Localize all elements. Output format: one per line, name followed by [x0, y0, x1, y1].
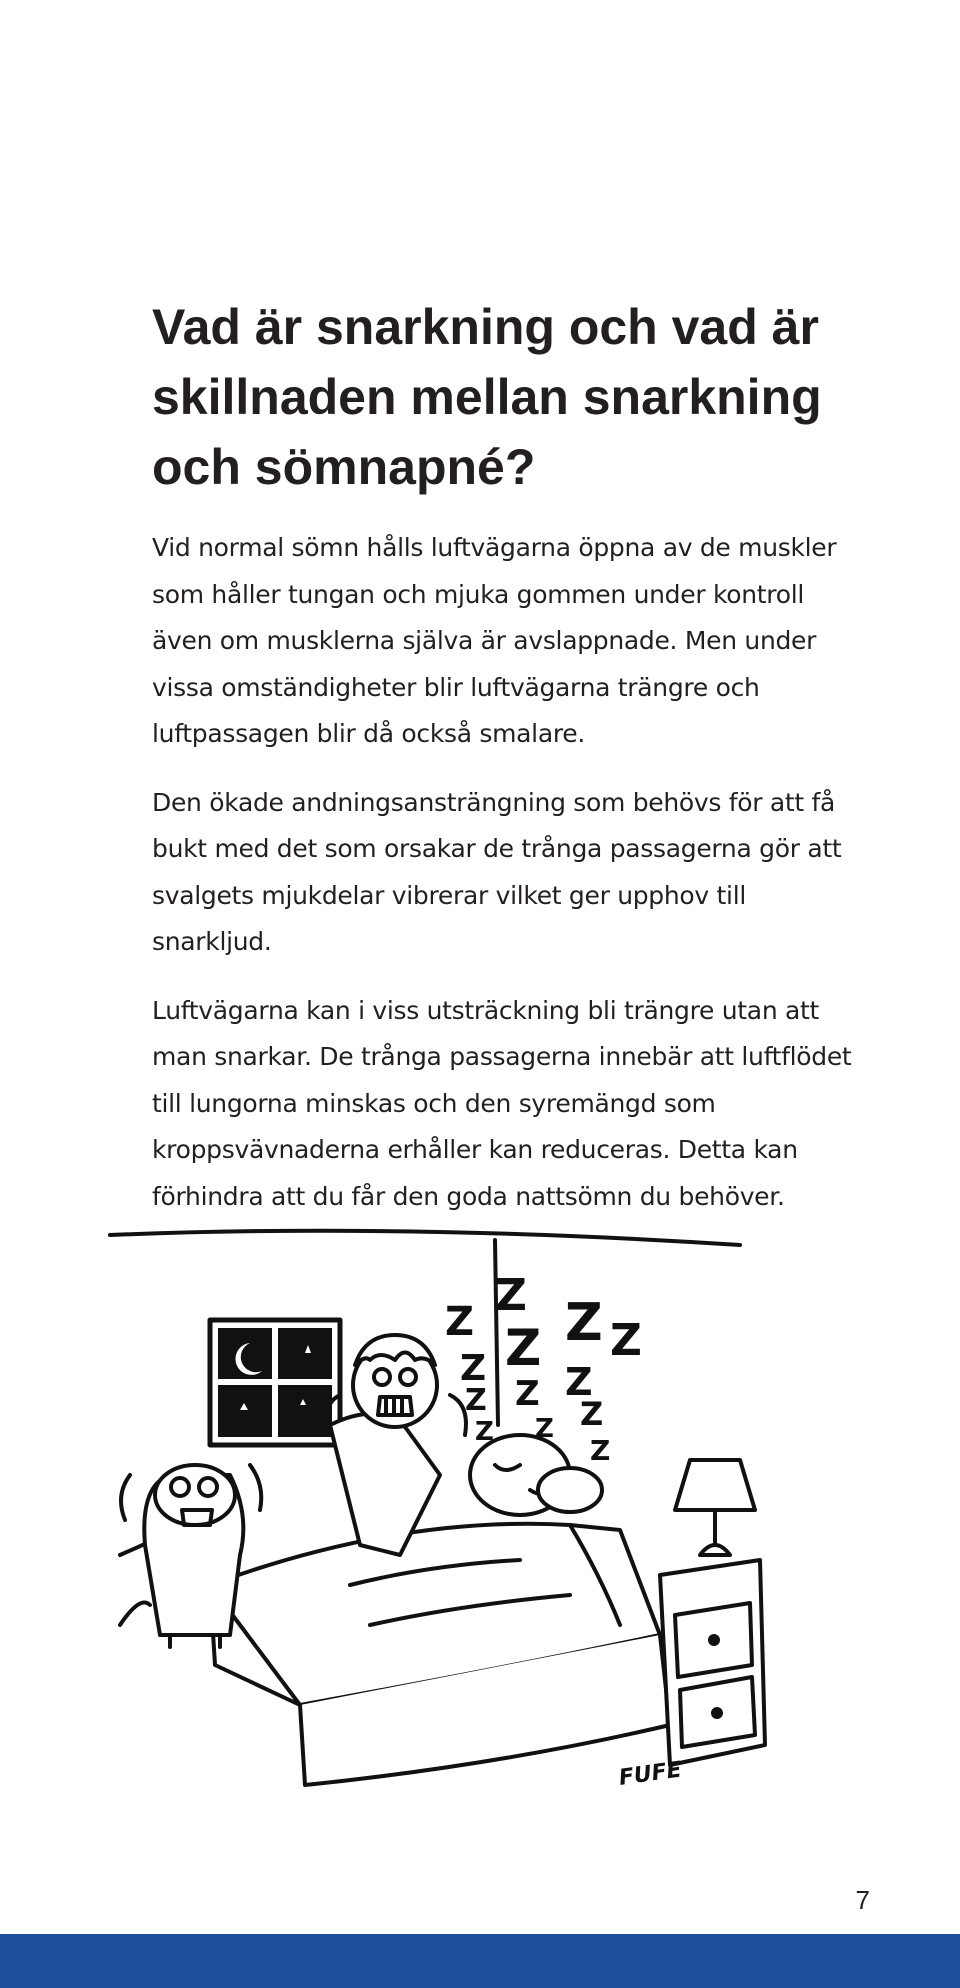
svg-text:Z: Z — [535, 1414, 554, 1444]
paragraph-2: Den ökade andningsansträngning som behövs för att få bukt med det som orsakar de trånga passagerna gör att svalgets mjukdelar vibrerar vilket ger upphov till snarkljud. — [152, 787, 842, 956]
paragraph-1: Vid normal sömn hålls luftvägarna öppna av de muskler som håller tungan och mjuka gommen under kontroll även om musklerna själva är avslappnade. Men under vissa omständigheter blir luftvägarna trängre och luftpassagen blir då också smalare. — [152, 533, 837, 748]
svg-text:Z: Z — [465, 1383, 487, 1418]
snore-letters — [445, 1270, 642, 1467]
svg-text:Z: Z — [565, 1360, 593, 1404]
artist-signature: FUFE — [617, 1757, 684, 1791]
svg-text:Z: Z — [445, 1299, 475, 1345]
ceiling-line — [110, 1231, 740, 1245]
svg-text:Z: Z — [475, 1417, 494, 1447]
snoring-bedroom-cartoon — [100, 1225, 880, 1815]
page-title: Vad är snarkning och vad är skillnaden mellan snarkning och sömnapné? — [152, 299, 822, 495]
svg-text:Z: Z — [495, 1270, 527, 1321]
wall-corner-line — [495, 1240, 498, 1425]
nightstand-with-lamp — [660, 1460, 765, 1765]
bed — [210, 1524, 670, 1785]
svg-text:Z: Z — [460, 1348, 487, 1389]
snoring-man — [470, 1435, 602, 1515]
svg-text:Z: Z — [590, 1434, 611, 1467]
svg-text:Z: Z — [610, 1315, 642, 1366]
bottom-color-bar — [0, 1934, 960, 1988]
svg-text:Z: Z — [505, 1319, 542, 1377]
svg-text:Z: Z — [565, 1293, 603, 1353]
night-window — [210, 1320, 340, 1445]
awake-woman — [327, 1335, 466, 1555]
svg-text:Z: Z — [515, 1374, 540, 1414]
paragraph-3: Luftvägarna kan i viss utsträckning bli trängre utan att man snarkar. De trånga passagerna innebär att luftflödet till lungorna minskas och den syremängd som kroppsvävnaderna erhåller kan reduceras. Detta kan förhindra att du får den goda nattsömn du behöver. — [152, 995, 852, 1211]
page-number: 7 — [855, 1885, 870, 1915]
svg-text:Z: Z — [580, 1395, 604, 1433]
body-text — [152, 525, 862, 1242]
